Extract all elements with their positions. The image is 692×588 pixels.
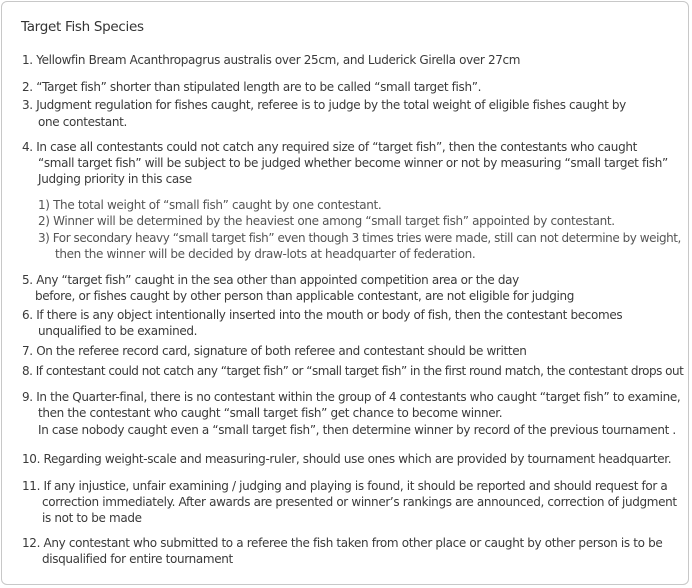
rule-11-line-2: correction immediately. After awards are presented or winner’s rankings are announced, correction of judgment bbox=[42, 495, 677, 509]
sub-rule-1: 1) The total weight of “small fish” caught by one contestant. bbox=[38, 198, 382, 212]
rule-1: 1. Yellowfin Bream Acanthropagrus australis over 25cm, and Luderick Girella over 27cm bbox=[22, 53, 521, 67]
rule-3-line-2: one contestant. bbox=[38, 115, 127, 129]
rule-2: 2. “Target fish” shorter than stipulated length are to be called “small target fish”. bbox=[22, 80, 482, 94]
rule-11-line-3: is not to be made bbox=[42, 511, 142, 525]
sub-rule-3-line-1: 3) For secondary heavy “small target fish” even though 3 times tries were made, still can not determine by weight, bbox=[38, 231, 681, 245]
rule-4-line-2: “small target fish” will be subject to be judged whether become winner or not by measuring “small target fish” bbox=[38, 156, 668, 170]
rule-7: 7. On the referee record card, signature of both referee and contestant should be written bbox=[22, 344, 527, 358]
rule-4-line-1: 4. In case all contestants could not catch any required size of “target fish”, then the contestants who caught bbox=[22, 140, 637, 154]
rule-4-line-3: Judging priority in this case bbox=[38, 172, 192, 186]
rule-9-line-2: then the contestant who caught “small target fish” get chance to become winner. bbox=[38, 406, 503, 420]
rule-10: 10. Regarding weight-scale and measuring-ruler, should use ones which are provided by tournament headquarter. bbox=[22, 452, 672, 466]
rule-8: 8. If contestant could not catch any “target fish” or “small target fish” in the first round match, the contestant drops out bbox=[22, 364, 684, 378]
rule-6-line-1: 6. If there is any object intentionally inserted into the mouth or body of fish, then the contestant becomes bbox=[22, 308, 623, 322]
rule-5-line-2: before, or fishes caught by other person than applicable contestant, are not eligible for judging bbox=[35, 289, 575, 303]
page-title: Target Fish Species bbox=[21, 19, 144, 35]
rule-11-line-1: 11. If any injustice, unfair examining / judging and playing is found, it should be reported and should request for a bbox=[22, 479, 668, 493]
rule-12-line-2: disqualified for entire tournament bbox=[42, 552, 233, 566]
rule-5-line-1: 5. Any “target fish” caught in the sea other than appointed competition area or the day bbox=[22, 273, 519, 287]
rule-9-line-3: In case nobody caught even a “small target fish”, then determine winner by record of the previous tournament . bbox=[38, 423, 676, 437]
rule-6-line-2: unqualified to be examined. bbox=[38, 324, 198, 338]
sub-rule-3-line-2: then the winner will be decided by draw-lots at headquarter of federation. bbox=[55, 247, 476, 261]
rule-9-line-1: 9. In the Quarter-final, there is no contestant within the group of 4 contestants who caught “target fish” to examine, bbox=[22, 390, 681, 404]
rule-12-line-1: 12. Any contestant who submitted to a referee the fish taken from other place or caught by other person is to be bbox=[22, 536, 663, 550]
rule-3-line-1: 3. Judgment regulation for fishes caught, referee is to judge by the total weight of eligible fishes caught by bbox=[22, 98, 626, 112]
sub-rule-2: 2) Winner will be determined by the heaviest one among “small target fish” appointed by contestant. bbox=[38, 214, 615, 228]
